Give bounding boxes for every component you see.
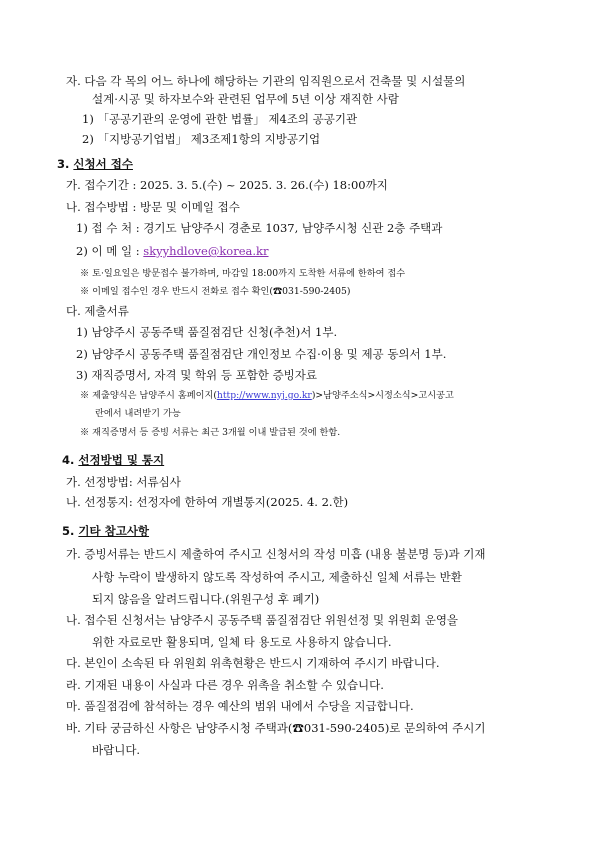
sec3-na: 나. 접수방법 : 방문 및 이메일 접수 <box>66 200 240 214</box>
sec5-na-2: 위한 자료로만 활용되며, 일체 타 용도로 사용하지 않습니다. <box>92 635 392 649</box>
section-5-heading <box>62 523 149 539</box>
sec3-ga: 가. 접수기간 : 2025. 3. 5.(수) ~ 2025. 3. 26.(수) 18:00까지 <box>66 178 388 192</box>
sec3-na-2 <box>76 243 269 259</box>
sec3-na-1: 1) 접 수 처 : 경기도 남양주시 경춘로 1037, 남양주시청 신관 2층 주택과 <box>76 221 443 235</box>
section-3-number: 3. <box>57 157 70 171</box>
sec3-da: 다. 제출서류 <box>66 304 129 318</box>
sec3-note3-line2: 란에서 내려받기 가능 <box>95 408 181 419</box>
sec5-ga-2: 사항 누락이 발생하지 않도록 작성하여 주시고, 제출하신 일체 서류는 반환 <box>92 570 462 584</box>
sec5-ba-1: 바. 기타 궁금하신 사항은 남양주시청 주택과(☎031-590-2405)로 문의하여 주시기 <box>66 721 486 735</box>
item-ja-sub2: 2) 「지방공기업법」 제3조제1항의 지방공기업 <box>82 132 321 146</box>
section-3-title: 신청서 접수 <box>73 157 133 171</box>
sec4-na: 나. 선정통지: 선정자에 한하여 개별통지(2025. 4. 2.한) <box>66 495 349 509</box>
sec3-email-label: 2) 이 메 일 : <box>76 244 144 258</box>
section-5-number: 5. <box>62 524 75 538</box>
sec3-note4: ※ 재직증명서 등 증빙 서류는 최근 3개월 이내 발급된 것에 한함. <box>80 427 341 438</box>
sec3-note2: ※ 이메일 접수인 경우 반드시 전화로 접수 확인(☎031-590-2405) <box>80 286 351 297</box>
sec3-da-2: 2) 남양주시 공동주택 품질점검단 개인정보 수집·이용 및 제공 동의서 1부. <box>76 347 447 361</box>
item-ja-line1 <box>66 73 465 89</box>
item-ja-line2: 설계·시공 및 하자보수와 관련된 업무에 5년 이상 재직한 사람 <box>92 92 399 106</box>
sec5-da: 다. 본인이 소속된 타 위원회 위촉현황은 반드시 기재하여 주시기 바랍니다. <box>66 656 440 670</box>
section-3-heading <box>57 156 133 172</box>
sec5-ra: 라. 기재된 내용이 사실과 다른 경우 위촉을 취소할 수 있습니다. <box>66 678 384 692</box>
sec3-da-1: 1) 남양주시 공동주택 품질점검단 신청(추천)서 1부. <box>76 325 338 339</box>
section-4-number: 4. <box>62 453 75 467</box>
sec4-ga: 가. 선정방법: 서류심사 <box>66 475 181 489</box>
homepage-link[interactable]: http://www.nyj.go.kr <box>216 390 312 401</box>
sec3-da-3: 3) 재직증명서, 자격 및 학위 등 포함한 증빙자료 <box>76 368 318 382</box>
sec3-note3 <box>80 388 454 404</box>
sec5-na-1: 나. 접수된 신청서는 남양주시 공동주택 품질점검단 위원선정 및 위원회 운영을 <box>66 613 459 627</box>
section-4-heading <box>62 452 164 468</box>
item-ja-text1: 다음 각 목의 어느 하나에 해당하는 기관의 임직원으로서 건축물 및 시설물의 <box>84 74 466 88</box>
sec3-note3-suffix: )>남양주소식>시정소식>고시공고 <box>311 390 454 401</box>
sec5-ga-3: 되지 않음을 알려드립니다.(위원구성 후 폐기) <box>92 592 320 606</box>
email-link[interactable]: skyyhdlove@korea.kr <box>143 244 269 258</box>
section-5-title: 기타 참고사항 <box>78 524 150 538</box>
item-ja-marker: 자. <box>66 74 81 88</box>
sec3-note3-prefix: ※ 제출양식은 남양주시 홈페이지( <box>80 390 217 401</box>
section-4-title: 선정방법 및 통지 <box>78 453 165 467</box>
sec5-ba-2: 바랍니다. <box>92 743 141 757</box>
sec5-ga-1: 가. 증빙서류는 반드시 제출하여 주시고 신청서의 작성 미흡 (내용 불분명 등)과 기재 <box>66 547 486 561</box>
sec3-note1: ※ 토·일요일은 방문접수 불가하며, 마감일 18:00까지 도착한 서류에 한하여 접수 <box>80 268 406 279</box>
item-ja-sub1: 1) 「공공기관의 운영에 관한 법률」 제4조의 공공기관 <box>82 112 358 126</box>
sec5-ma: 마. 품질점검에 참석하는 경우 예산의 범위 내에서 수당을 지급합니다. <box>66 699 414 713</box>
